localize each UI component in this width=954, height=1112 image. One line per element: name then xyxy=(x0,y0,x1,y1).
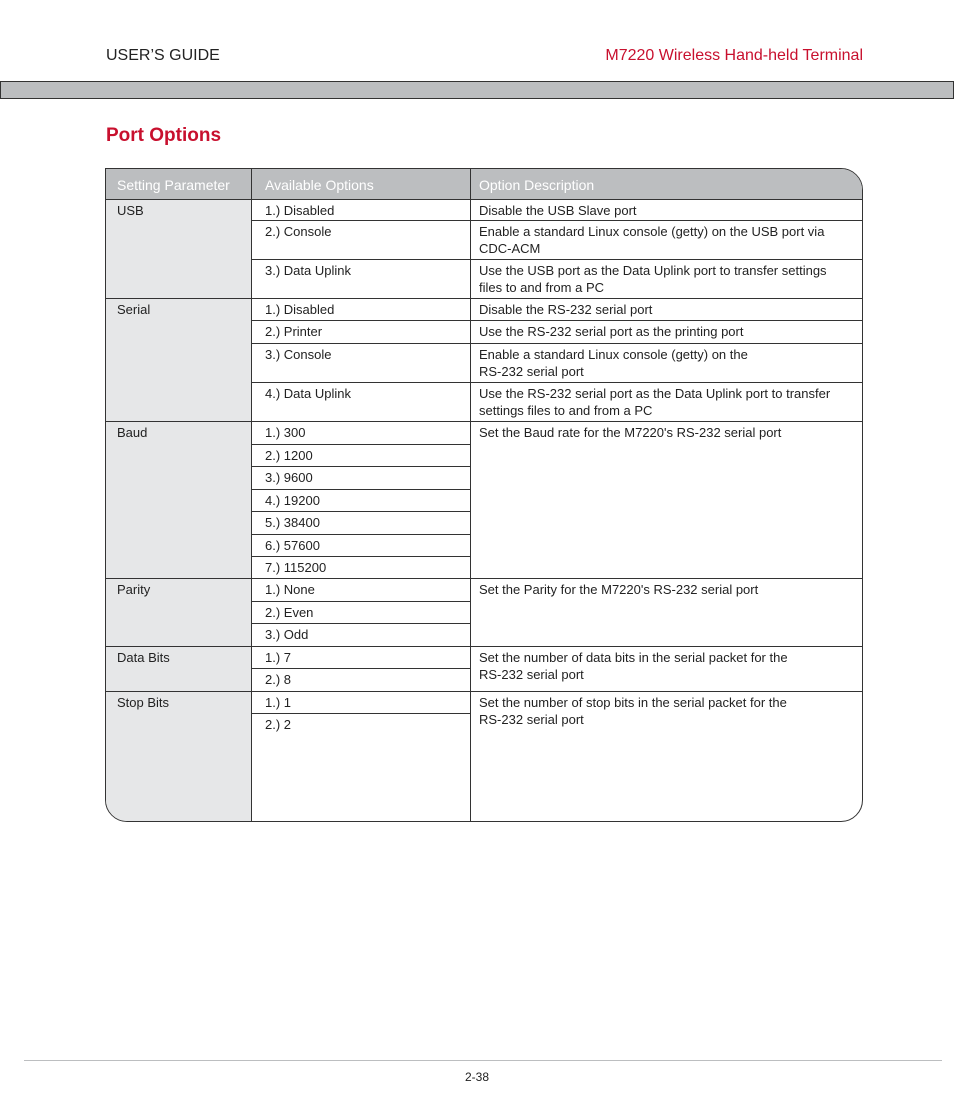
param-column-background xyxy=(106,200,251,821)
setting-parameter-cell: Data Bits xyxy=(117,650,170,665)
setting-parameter-cell: Baud xyxy=(117,425,148,440)
header-bar xyxy=(0,81,954,99)
row-divider xyxy=(251,382,471,383)
description-line: RS-232 serial port xyxy=(479,364,584,379)
description-line: files to and from a PC xyxy=(479,280,604,295)
row-divider xyxy=(251,646,471,647)
column-divider xyxy=(470,169,471,821)
column-header-setting-parameter: Setting Parameter xyxy=(117,177,230,193)
row-divider xyxy=(106,421,252,422)
option-cell: 1.) None xyxy=(265,582,315,597)
description-line: Enable a standard Linux console (getty) on the xyxy=(479,347,748,362)
description-cell xyxy=(479,694,859,728)
description-cell xyxy=(479,385,859,419)
column-divider xyxy=(251,169,252,821)
option-cell: 1.) Disabled xyxy=(265,203,335,218)
row-divider xyxy=(251,489,471,490)
column-header-option-description: Option Description xyxy=(479,177,595,193)
description-cell xyxy=(479,223,859,257)
row-divider xyxy=(251,511,471,512)
description-line: settings files to and from a PC xyxy=(479,403,653,418)
option-cell: 1.) 7 xyxy=(265,650,292,665)
option-cell: 7.) 115200 xyxy=(265,560,327,575)
row-divider xyxy=(470,578,862,579)
column-header-available-options: Available Options xyxy=(265,177,374,193)
description-cell xyxy=(479,649,859,683)
option-cell: 6.) 57600 xyxy=(265,538,320,553)
option-cell: 2.) Console xyxy=(265,224,332,239)
description-cell xyxy=(479,202,859,219)
description-line: CDC-ACM xyxy=(479,241,541,256)
option-cell: 3.) Console xyxy=(265,347,332,362)
option-cell: 2.) 8 xyxy=(265,672,292,687)
row-divider xyxy=(251,421,471,422)
row-divider xyxy=(106,646,252,647)
row-divider xyxy=(470,220,862,221)
row-divider xyxy=(251,668,471,669)
port-options-table xyxy=(105,168,863,822)
option-cell: 4.) Data Uplink xyxy=(265,386,351,401)
option-cell: 1.) Disabled xyxy=(265,302,335,317)
header-product-title: M7220 Wireless Hand-held Terminal xyxy=(605,47,863,64)
description-line: Use the RS-232 serial port as the Data Uplink port to transfer xyxy=(479,386,831,401)
row-divider xyxy=(251,259,471,260)
setting-parameter-cell: Parity xyxy=(117,582,151,597)
description-line: Set the number of data bits in the serial packet for the xyxy=(479,650,788,665)
row-divider xyxy=(470,691,862,692)
option-cell: 3.) Odd xyxy=(265,627,309,642)
row-divider xyxy=(251,691,471,692)
option-cell: 2.) Even xyxy=(265,605,314,620)
row-divider xyxy=(251,444,471,445)
row-divider xyxy=(470,343,862,344)
page-number: 2-38 xyxy=(464,1070,490,1084)
option-cell: 2.) 1200 xyxy=(265,448,313,463)
setting-parameter-cell: Serial xyxy=(117,302,151,317)
description-line: Set the number of stop bits in the serial packet for the xyxy=(479,695,787,710)
row-divider xyxy=(470,298,862,299)
row-divider xyxy=(251,466,471,467)
footer-divider xyxy=(24,1060,942,1061)
section-title: Port Options xyxy=(106,125,222,146)
description-line: Disable the USB Slave port xyxy=(479,203,637,218)
row-divider xyxy=(251,343,471,344)
row-divider xyxy=(470,259,862,260)
option-cell: 1.) 1 xyxy=(265,695,292,710)
description-cell xyxy=(479,301,859,318)
row-divider xyxy=(106,298,252,299)
setting-parameter-cell: Stop Bits xyxy=(117,695,170,710)
row-divider xyxy=(251,320,471,321)
row-divider xyxy=(251,713,471,714)
row-divider xyxy=(470,320,862,321)
description-cell xyxy=(479,581,859,598)
row-divider xyxy=(251,298,471,299)
row-divider xyxy=(251,578,471,579)
description-line: RS-232 serial port xyxy=(479,712,584,727)
header-guide-label: USER’S GUIDE xyxy=(106,47,220,64)
table-header xyxy=(106,169,862,200)
option-cell: 4.) 19200 xyxy=(265,493,320,508)
description-cell xyxy=(479,346,859,380)
row-divider xyxy=(251,601,471,602)
setting-parameter-cell: USB xyxy=(117,203,144,218)
row-divider xyxy=(470,382,862,383)
description-line: Enable a standard Linux console (getty) on the USB port via xyxy=(479,224,825,239)
description-line: Use the USB port as the Data Uplink port to transfer settings xyxy=(479,263,827,278)
row-divider xyxy=(251,220,471,221)
row-divider xyxy=(251,534,471,535)
description-cell xyxy=(479,262,859,296)
option-cell: 2.) 2 xyxy=(265,717,292,732)
description-line: RS-232 serial port xyxy=(479,667,584,682)
description-line: Set the Baud rate for the M7220's RS-232 serial port xyxy=(479,425,782,440)
option-cell: 1.) 300 xyxy=(265,425,306,440)
row-divider xyxy=(106,578,252,579)
option-cell: 3.) Data Uplink xyxy=(265,263,351,278)
row-divider xyxy=(470,421,862,422)
description-line: Disable the RS-232 serial port xyxy=(479,302,653,317)
row-divider xyxy=(251,623,471,624)
option-cell: 3.) 9600 xyxy=(265,470,313,485)
option-cell: 2.) Printer xyxy=(265,324,323,339)
description-line: Use the RS-232 serial port as the printing port xyxy=(479,324,744,339)
description-cell xyxy=(479,323,859,340)
option-cell: 5.) 38400 xyxy=(265,515,320,530)
row-divider xyxy=(251,556,471,557)
description-cell xyxy=(479,424,859,441)
row-divider xyxy=(106,691,252,692)
row-divider xyxy=(470,646,862,647)
description-line: Set the Parity for the M7220's RS-232 serial port xyxy=(479,582,759,597)
